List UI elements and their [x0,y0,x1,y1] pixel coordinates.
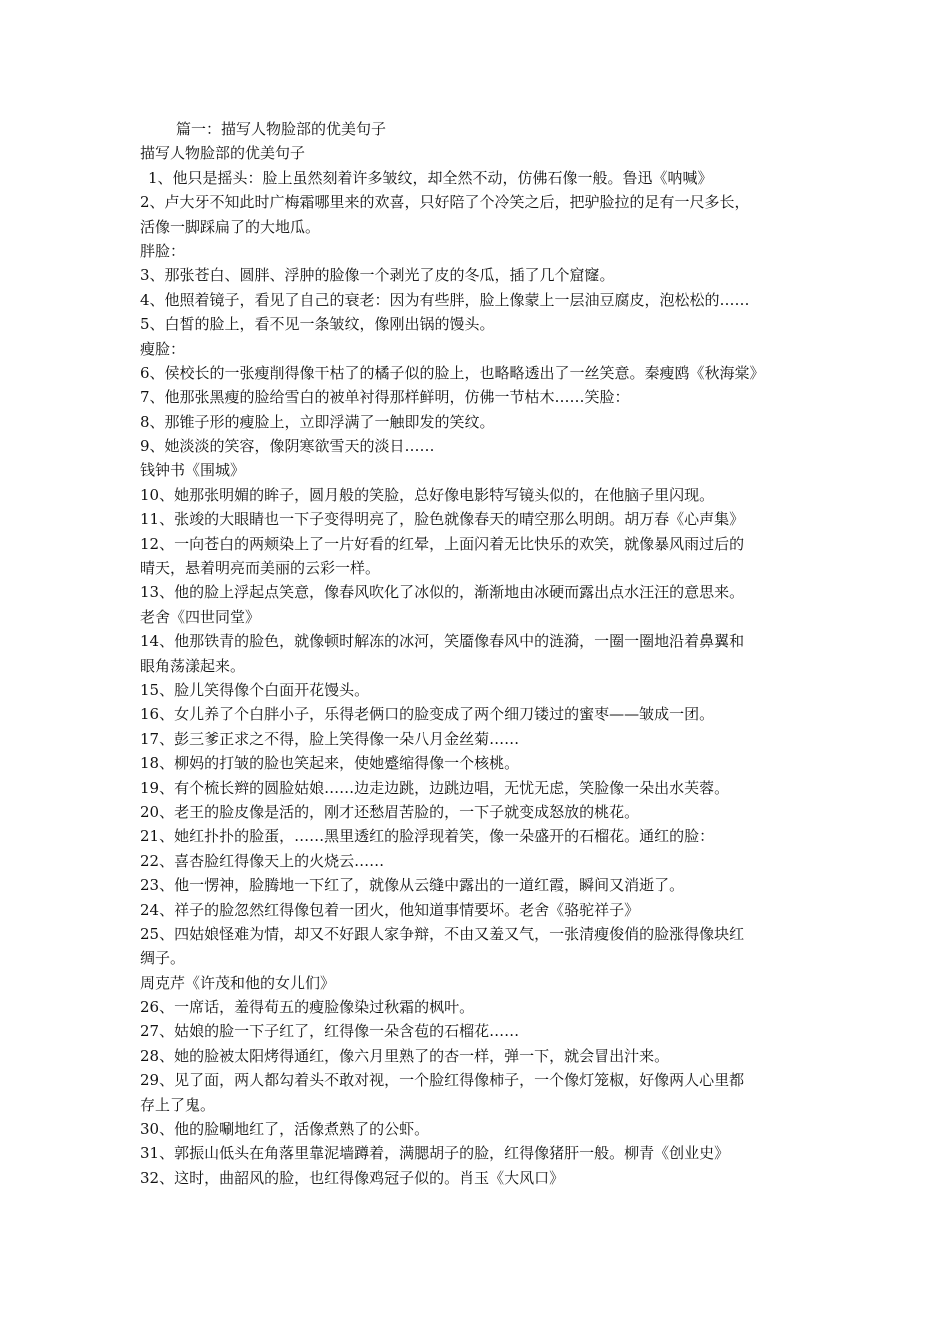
text-line: 29、见了面，两人都勾着头不敢对视，一个脸红得像柿子，一个像灯笼椒，好像两人心里都 [140,1071,745,1090]
text-line: 20、老王的脸皮像是活的，刚才还愁眉苦脸的，一下子就变成怒放的桃花。 [140,802,640,821]
section-heading: 瘦脸： [140,339,186,358]
source-line: 钱钟书《围城》 [140,461,246,480]
text-line: 5、白皙的脸上，看不见一条皱纹，像刚出锅的馒头。 [140,315,495,334]
text-line: 12、一向苍白的两颊染上了一片好看的红晕，上面闪着无比快乐的欢笑，就像暴风雨过后的 [140,534,745,553]
text-line: 眼角荡漾起来。 [140,656,246,675]
text-line: 17、彭三爹正求之不得，脸上笑得像一朵八月金丝菊…… [140,729,520,748]
document-page [140,117,820,1190]
text-line: 9、她淡淡的笑容，像阴寒欲雪天的淡日…… [140,437,435,456]
text-line: 19、有个梳长辫的圆脸姑娘……边走边跳，边跳边唱，无忧无虑，笑脸像一朵出水芙蓉。 [140,778,730,797]
text-line: 30、他的脸唰地红了，活像煮熟了的公虾。 [140,1120,430,1139]
text-line: 8、那锥子形的瘦脸上，立即浮满了一触即发的笑纹。 [140,412,495,431]
text-line: 27、姑娘的脸一下子红了，红得像一朵含苞的石榴花…… [140,1022,520,1041]
text-line: 21、她红扑扑的脸蛋，……黑里透红的脸浮现着笑，像一朵盛开的石榴花。通红的脸： [140,827,715,846]
text-line: 24、祥子的脸忽然红得像包着一团火，他知道事情要坏。老舍《骆驼祥子》 [140,900,640,919]
text-line: 10、她那张明媚的眸子，圆月般的笑脸，总好像电影特写镜头似的，在他脑子里闪现。 [140,485,715,504]
text-line: 26、一席话，羞得荀五的瘦脸像染过秋霜的枫叶。 [140,998,475,1017]
text-line: 存上了鬼。 [140,1095,216,1114]
text-line: 6、侯校长的一张瘦削得像干枯了的橘子似的脸上，也略略透出了一丝笑意。秦瘦鸥《秋海棠》 [140,363,765,382]
document-title: 篇一：描写人物脸部的优美句子 [176,120,387,138]
text-line: 25、四姑娘怪难为情，却又不好跟人家争辩，不由又羞又气，一张清瘦俊俏的脸涨得像块红 [140,924,745,943]
text-line: 23、他一愣神，脸腾地一下红了，就像从云缝中露出的一道红霞，瞬间又消逝了。 [140,876,685,895]
text-line: 18、柳妈的打皱的脸也笑起来，使她蹙缩得像一个核桃。 [140,754,520,773]
text-line: 2、卢大牙不知此时广梅霜哪里来的欢喜，只好陪了个冷笑之后，把驴脸拉的足有一尺多长， [140,193,750,212]
text-line: 14、他那铁青的脸色，就像顿时解冻的冰河，笑靥像春风中的涟漪，一圈一圈地沿着鼻翼和 [140,632,745,651]
text-line: 16、女儿养了个白胖小子，乐得老俩口的脸变成了两个细刀镂过的蜜枣——皱成一团。 [140,705,715,724]
text-line: 15、脸儿笑得像个白面开花馒头。 [140,680,370,699]
text-line: 3、那张苍白、圆胖、浮肿的脸像一个剥光了皮的冬瓜，插了几个窟窿。 [140,266,615,285]
text-line: 31、郭振山低头在角落里靠泥墙蹲着，满腮胡子的脸，红得像猪肝一般。柳青《创业史》 [140,1144,730,1163]
document-subtitle: 描写人物脸部的优美句子 [140,144,306,163]
section-heading: 胖脸： [140,241,186,260]
text-line: 11、张竣的大眼睛也一下子变得明亮了，脸色就像春天的晴空那么明朗。胡万春《心声集》 [140,510,745,529]
source-line: 周克芹《许茂和他的女儿们》 [140,973,336,992]
text-line: 22、喜杏脸红得像天上的火烧云…… [140,851,385,870]
text-line: 32、这时，曲韶风的脸，也红得像鸡冠子似的。肖玉《大风口》 [140,1168,565,1187]
text-line: 4、他照着镜子，看见了自己的衰老：因为有些胖，脸上像蒙上一层油豆腐皮，泡松松的…… [140,290,750,309]
text-line: 28、她的脸被太阳烤得通红，像六月里熟了的杏一样，弹一下，就会冒出汁来。 [140,1046,670,1065]
text-line: 7、他那张黑瘦的脸给雪白的被单衬得那样鲜明，仿佛一节枯木……笑脸： [140,388,630,407]
text-line: 13、他的脸上浮起点笑意，像春风吹化了冰似的，渐渐地由冰硬而露出点水汪汪的意思来。 [140,583,745,602]
source-line: 老舍《四世同堂》 [140,607,261,626]
text-line: 1、他只是摇头：脸上虽然刻着许多皱纹，却全然不动，仿佛石像一般。鲁迅《呐喊》 [148,168,713,187]
text-line: 绸子。 [140,949,186,968]
text-line: 晴天，悬着明亮而美丽的云彩一样。 [140,559,381,578]
text-line: 活像一脚踩扁了的大地瓜。 [140,217,321,236]
